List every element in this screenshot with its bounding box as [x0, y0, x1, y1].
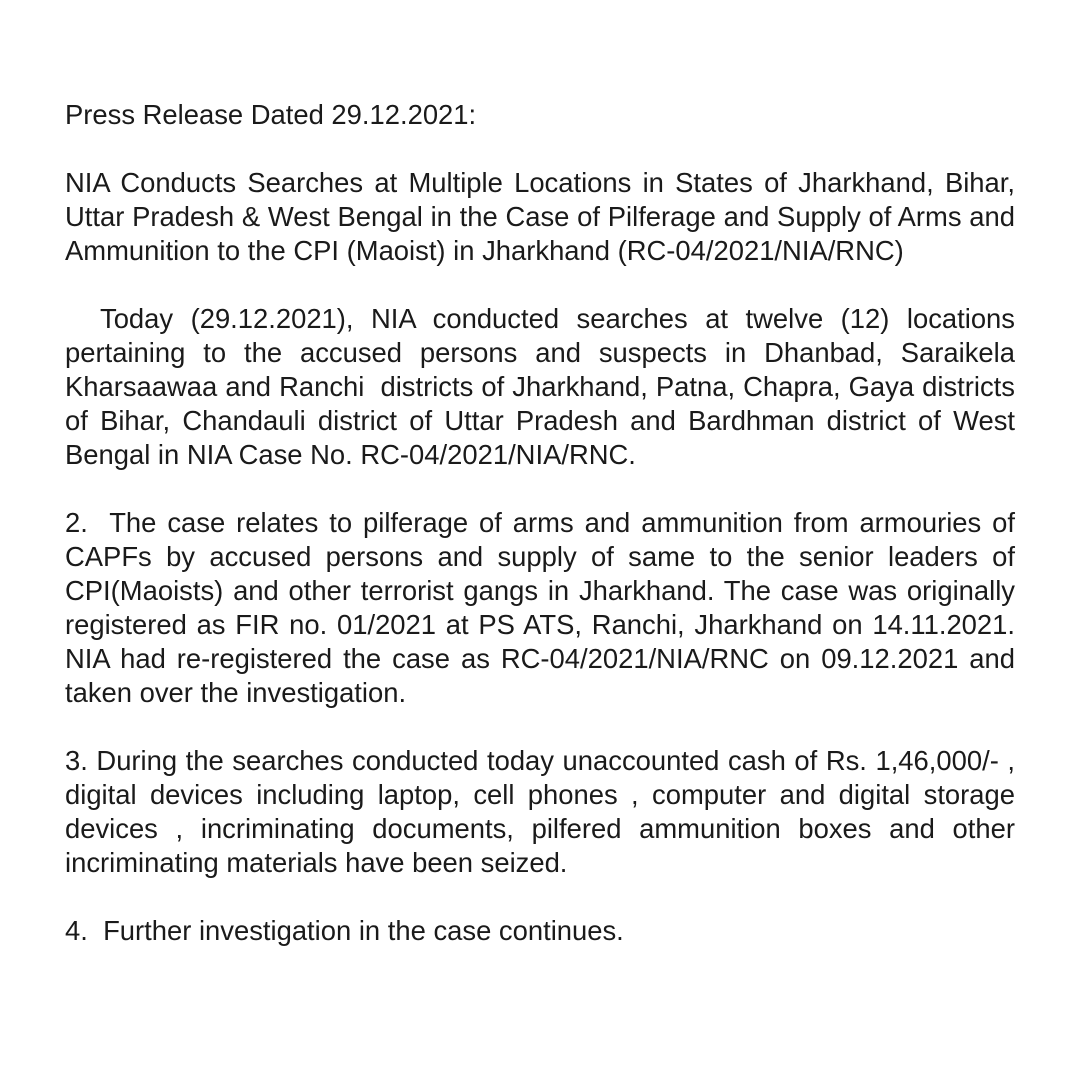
press-release-dateline: Press Release Dated 29.12.2021: — [65, 99, 477, 130]
paragraph-2: 2. The case relates to pilferage of arms and ammunition from armouries of CAPFs by accused persons and supply of same to the senior leaders of CPI(Maoists) and other terrorist gangs in Jharkhand. The case was originally registered as FIR no. 01/2021 at PS ATS, Ranchi, Jharkhand on 14.11.2021. NIA had re-registered the case as RC-04/2021/NIA/RNC on 09.12.2021 and taken over the investigation. — [65, 507, 1023, 708]
paragraph-1: Today (29.12.2021), NIA conducted searches at twelve (12) locations pertaining to the accused persons and suspects in Dhanbad, Saraikela Kharsaawaa and Ranchi districts of Jharkhand, Patna, Chapra, Gaya districts of Bihar, Chandauli district of Uttar Pradesh and Bardhman district of West Bengal in NIA Case No. RC-04/2021/NIA/RNC. — [65, 303, 1023, 470]
press-release-document — [65, 98, 1023, 982]
paragraph-3: 3. During the searches conducted today unaccounted cash of Rs. 1,46,000/- , digital devices including laptop, cell phones , computer and digital storage devices , incriminating documents, pilfered ammunition boxes and other incriminating materials have been seized. — [65, 745, 1023, 878]
paragraph-4: 4. Further investigation in the case continues. — [65, 915, 624, 946]
press-release-headline: NIA Conducts Searches at Multiple Locations in States of Jharkhand, Bihar, Uttar Pradesh & West Bengal in the Case of Pilferage and Supply of Arms and Ammunition to the CPI (Maoist) in Jharkhand (RC-04/2021/NIA/RNC) — [65, 167, 1023, 266]
